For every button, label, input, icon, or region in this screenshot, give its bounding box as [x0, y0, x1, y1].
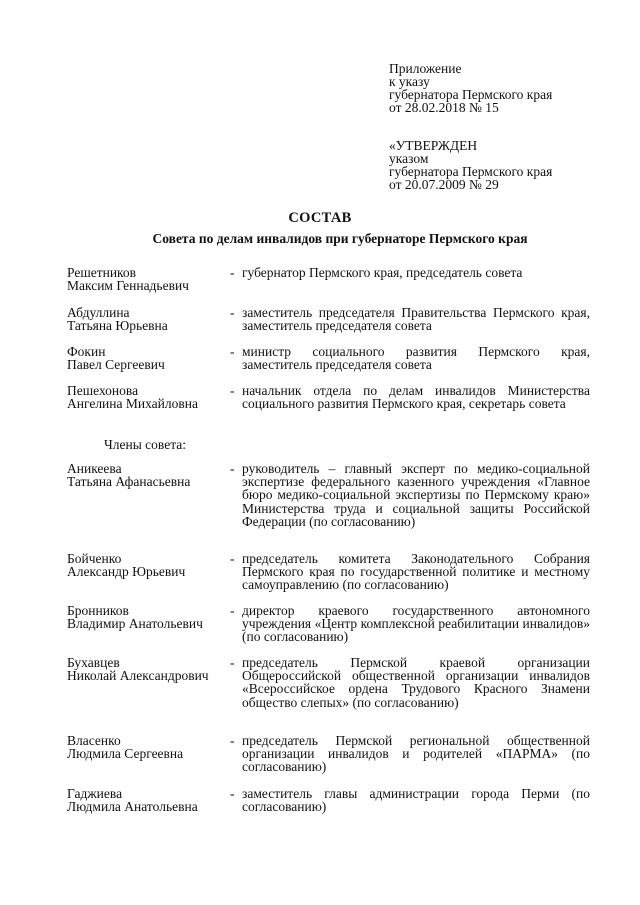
member-role-text: начальник отдела по делам инвалидов Министерства социального развития Пермского края, секретарь совета — [242, 383, 590, 412]
member-role — [230, 305, 590, 334]
member-given-name: Татьяна Афанасьевна — [67, 474, 191, 490]
role-dash: - — [230, 655, 235, 670]
member-role-text: министр социального развития Пермского края, заместитель председателя совета — [242, 344, 590, 373]
member-name — [67, 604, 232, 630]
member-given-name: Владимир Анатольевич — [67, 616, 203, 632]
appendix-note — [389, 62, 619, 114]
member-name — [67, 734, 232, 760]
document-subtitle: Совета по делам инвалидов при губернаторе Пермского края — [152, 231, 528, 246]
member-given-name: Людмила Сергеевна — [67, 746, 184, 762]
member-surname: Аникеева — [67, 461, 122, 476]
member-given-name: Николай Александрович — [67, 668, 209, 684]
role-dash: - — [230, 344, 235, 359]
member-role-text: заместитель председателя Правительства Пермского края, заместитель председателя совета — [242, 305, 590, 334]
member-role — [230, 265, 590, 280]
member-role — [230, 733, 590, 775]
member-name — [67, 345, 232, 371]
member-surname: Гаджиева — [67, 786, 123, 801]
approval-line: «УТВЕРЖДЕН — [389, 138, 478, 153]
member-role-text: директор краевого государственного автономного учреждения «Центр комплексной реабилитации инвалидов» (по согласованию) — [242, 603, 590, 645]
member-surname: Бухавцев — [67, 655, 120, 670]
role-dash: - — [230, 305, 235, 320]
role-dash: - — [230, 551, 235, 566]
member-role-text: председатель Пермской краевой организации Общероссийской общественной организации инвалидов «Всероссийское ордена Трудового Красного Знамени общество слепых» (по согласованию) — [242, 655, 590, 710]
member-given-name: Людмила Анатольевна — [67, 799, 198, 815]
member-name — [67, 552, 232, 578]
appendix-line: губернатора Пермского края — [389, 87, 553, 102]
role-dash: - — [230, 786, 235, 801]
member-name — [67, 384, 232, 410]
role-dash: - — [230, 603, 235, 618]
appendix-line: Приложение — [389, 61, 462, 76]
member-surname: Бронников — [67, 603, 129, 618]
member-role — [230, 551, 590, 593]
approval-note — [389, 139, 619, 191]
approval-line: указом — [389, 151, 429, 166]
member-role-text: председатель комитета Законодательного Собрания Пермского края по государственной политике и местному самоуправлению (по согласованию) — [242, 551, 590, 593]
member-name — [67, 306, 232, 332]
member-name — [67, 787, 232, 813]
role-dash: - — [230, 265, 235, 280]
member-surname: Решетников — [67, 265, 137, 280]
member-given-name: Павел Сергеевич — [67, 357, 165, 373]
document-title: СОСТАВ — [288, 210, 352, 226]
member-surname: Фокин — [67, 344, 106, 359]
member-role — [230, 603, 590, 645]
member-given-name: Максим Геннадьевич — [67, 278, 189, 294]
member-given-name: Татьяна Юрьевна — [67, 318, 168, 334]
member-role-text: заместитель главы администрации города Перми (по согласованию) — [242, 786, 590, 815]
member-role-text: губернатор Пермского края, председатель совета — [242, 265, 523, 280]
member-surname: Пешехонова — [67, 383, 139, 398]
member-name — [67, 462, 232, 488]
member-surname: Власенко — [67, 733, 121, 748]
appendix-line: к указу — [389, 74, 430, 89]
role-dash: - — [230, 733, 235, 748]
member-name — [67, 656, 232, 682]
member-given-name: Александр Юрьевич — [67, 564, 186, 580]
member-role — [230, 655, 590, 710]
member-role-text: руководитель – главный эксперт по медико-социальной экспертизе федерального казенного учреждения «Главное бюро медико-социальной экспертизы по Пермскому краю» Министерства труда и социальной защиты Российской Федерации (по согласованию) — [242, 461, 590, 529]
member-role — [230, 344, 590, 373]
members-heading: Члены совета: — [104, 437, 187, 452]
role-dash: - — [230, 461, 235, 476]
member-surname: Бойченко — [67, 551, 122, 566]
member-name — [67, 266, 232, 292]
member-role-text: председатель Пермской региональной общественной организации инвалидов и родителей «ПАРМА» (по согласованию) — [242, 733, 590, 775]
role-dash: - — [230, 383, 235, 398]
member-given-name: Ангелина Михайловна — [67, 396, 198, 412]
member-role — [230, 461, 590, 529]
member-role — [230, 383, 590, 412]
member-role — [230, 786, 590, 815]
appendix-line: от 28.02.2018 № 15 — [389, 100, 499, 115]
member-surname: Абдуллина — [67, 305, 130, 320]
approval-line: губернатора Пермского края — [389, 164, 553, 179]
approval-line: от 20.07.2009 № 29 — [389, 177, 499, 192]
